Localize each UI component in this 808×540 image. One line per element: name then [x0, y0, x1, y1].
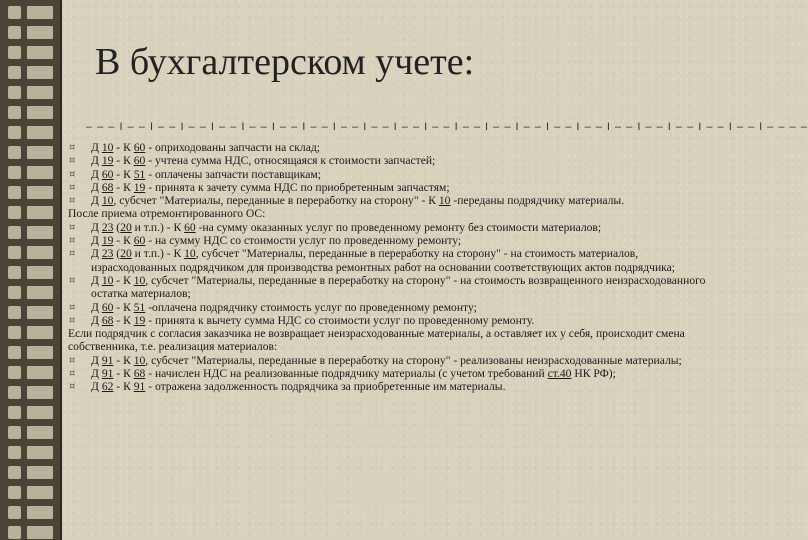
bullet-item	[68, 234, 716, 247]
account-link[interactable]: 60	[101, 300, 114, 314]
account-link[interactable]: 60	[133, 154, 146, 168]
bullet-icon: ¤	[69, 221, 76, 233]
film-hole	[8, 246, 21, 259]
film-frame	[27, 426, 53, 439]
bullet-icon: ¤	[69, 368, 76, 380]
bullet-item	[68, 247, 716, 274]
film-hole	[8, 506, 21, 519]
decorative-dash-rule: – – – I – – I – – I – – I – – I – – I – – I – – I – – I – – I – – I – – I – – I – – I – – I – – I – – I – – I – – I – – I – – I – – I – – – –	[86, 121, 808, 133]
film-hole	[8, 406, 21, 419]
film-hole	[8, 126, 21, 139]
line-text: - отражена задолженность подрядчика за приобретенные им материалы.	[145, 380, 506, 394]
line-text: Д	[91, 180, 102, 194]
line-text: -на сумму оказанных услуг по проведенному ремонту без стоимости материалов;	[195, 220, 602, 234]
line-text: - на сумму НДС со стоимости услуг по проведенному ремонту;	[145, 234, 462, 248]
film-frame	[27, 26, 53, 39]
film-hole	[8, 226, 21, 239]
line-text: Д	[91, 154, 102, 168]
slide-body	[68, 141, 716, 394]
line-text: Д	[91, 194, 102, 208]
film-hole	[8, 6, 21, 19]
film-hole	[8, 266, 21, 279]
bullet-icon: ¤	[69, 274, 76, 286]
account-link[interactable]: 23	[101, 247, 114, 261]
film-hole	[8, 446, 21, 459]
film-frame	[27, 486, 53, 499]
line-text: - К	[113, 300, 134, 314]
line-text: НК РФ);	[571, 367, 616, 381]
bullet-item	[68, 354, 716, 367]
film-hole	[8, 306, 21, 319]
line-text: - К	[113, 313, 134, 327]
bullet-item	[68, 274, 716, 301]
line-text: -переданы подрядчику материалы.	[450, 194, 625, 208]
bullet-icon: ¤	[69, 155, 76, 167]
line-text: (	[113, 247, 121, 261]
film-frame	[27, 6, 53, 19]
line-text: - принята к зачету сумма НДС по приобретенным запчастям;	[145, 180, 450, 194]
film-hole	[8, 146, 21, 159]
film-frame	[27, 406, 53, 419]
line-text: Д	[91, 367, 102, 381]
film-frame	[27, 146, 53, 159]
bullet-icon: ¤	[69, 354, 76, 366]
film-frame	[27, 526, 53, 539]
bullet-icon: ¤	[69, 168, 76, 180]
account-link[interactable]: 10	[101, 194, 114, 208]
film-frame	[27, 266, 53, 279]
film-hole	[8, 346, 21, 359]
film-hole	[8, 466, 21, 479]
line-text: - К	[113, 367, 134, 381]
account-link[interactable]: 10	[133, 353, 146, 367]
film-hole	[8, 106, 21, 119]
account-link[interactable]: 19	[133, 313, 146, 327]
film-frame	[27, 206, 53, 219]
line-text: - начислен НДС на реализованные подрядчику материалы (с учетом требований	[145, 367, 548, 381]
account-link[interactable]: 60	[133, 234, 146, 248]
line-text: - К	[113, 273, 134, 287]
line-text: - К	[113, 141, 134, 154]
account-link[interactable]: 10	[101, 273, 114, 287]
account-link[interactable]: 68	[133, 367, 146, 381]
bullet-item	[68, 301, 716, 314]
account-link[interactable]: 10	[133, 273, 146, 287]
account-link[interactable]: 68	[101, 313, 114, 327]
line-text: и т.п.) - К	[131, 247, 185, 261]
bullet-icon: ¤	[69, 301, 76, 313]
line-text: - К	[113, 180, 134, 194]
film-frame	[27, 46, 53, 59]
line-text: - оприходованы запчасти на склад;	[145, 141, 320, 154]
bullet-item	[68, 367, 716, 380]
slide-title: В бухгалтерском учете:	[95, 41, 475, 83]
line-text: После приема отремонтированного ОС:	[68, 207, 266, 221]
film-hole	[8, 366, 21, 379]
line-text: Д	[91, 220, 102, 234]
account-link[interactable]: 20	[120, 220, 132, 234]
account-link[interactable]: 91	[133, 380, 146, 394]
bullet-icon: ¤	[69, 142, 76, 153]
bullet-icon: ¤	[69, 381, 76, 393]
film-frame	[27, 106, 53, 119]
film-hole	[8, 66, 21, 79]
bullet-icon: ¤	[69, 248, 76, 260]
film-frame	[27, 386, 53, 399]
account-link[interactable]: 19	[101, 154, 114, 168]
line-text: - К	[113, 380, 134, 394]
film-hole	[8, 46, 21, 59]
account-link[interactable]: 68	[101, 180, 114, 194]
film-frame	[27, 446, 53, 459]
filmstrip-border	[0, 0, 62, 540]
line-text: Д	[91, 273, 102, 287]
bullet-item	[68, 154, 716, 167]
bullet-icon: ¤	[69, 235, 76, 247]
film-hole	[8, 286, 21, 299]
bullet-icon: ¤	[69, 181, 76, 193]
line-text: Д	[91, 380, 102, 394]
account-link[interactable]: 60	[184, 220, 196, 234]
line-text: - К	[113, 234, 134, 248]
film-frame	[27, 286, 53, 299]
film-frame	[27, 226, 53, 239]
account-link[interactable]: 20	[120, 247, 132, 261]
account-link[interactable]: ст.40	[547, 367, 572, 381]
account-link[interactable]: 10	[438, 194, 451, 208]
film-frame	[27, 346, 53, 359]
bullet-item	[68, 194, 716, 207]
film-frame	[27, 246, 53, 259]
account-link[interactable]: 19	[101, 234, 114, 248]
film-hole	[8, 326, 21, 339]
bullet-item	[68, 168, 716, 181]
account-link[interactable]: 23	[101, 220, 114, 234]
line-text: , субсчет "Материалы, переданные в переработку на сторону" - К	[113, 194, 439, 208]
bullet-item	[68, 141, 716, 154]
film-hole	[8, 386, 21, 399]
line-text: - К	[113, 353, 134, 367]
line-text: - учтена сумма НДС, относящаяся к стоимости запчастей;	[145, 154, 436, 168]
bullet-icon: ¤	[69, 314, 76, 326]
film-frame	[27, 366, 53, 379]
film-frame	[27, 466, 53, 479]
film-frame	[27, 86, 53, 99]
bullet-item	[68, 181, 716, 194]
film-hole	[8, 166, 21, 179]
line-text: - К	[113, 154, 134, 168]
line-text: Д	[91, 167, 102, 181]
line-text: - оплачены запчасти поставщикам;	[145, 167, 321, 181]
film-frame	[27, 166, 53, 179]
line-text: - принята к вычету сумма НДС со стоимости услуг по проведенному ремонту.	[145, 313, 535, 327]
account-link[interactable]: 62	[101, 380, 114, 394]
bullet-item	[68, 314, 716, 327]
line-text: Д	[91, 234, 102, 248]
bullet-item	[68, 221, 716, 234]
account-link[interactable]: 60	[101, 167, 114, 181]
line-text: , субсчет "Материалы, переданные в переработку на сторону" - на стоимость материалов, израсходованных подрядчиком для производства ремонтных работ на основании соответствующих актов подрядчика;	[91, 247, 676, 274]
film-hole	[8, 426, 21, 439]
line-text: Д	[91, 353, 102, 367]
film-hole	[8, 206, 21, 219]
account-link[interactable]: 10	[184, 247, 196, 261]
line-text: Д	[91, 300, 102, 314]
line-text: и т.п.) - К	[131, 220, 185, 234]
account-link[interactable]: 60	[133, 141, 146, 154]
line-text: (	[113, 220, 121, 234]
film-hole	[8, 526, 21, 539]
line-text: Д	[91, 141, 102, 154]
line-text: - К	[113, 167, 134, 181]
account-link[interactable]: 51	[133, 167, 146, 181]
line-text: -оплачена подрядчику стоимость услуг по проведенному ремонту;	[145, 300, 477, 314]
film-hole	[8, 86, 21, 99]
paragraph	[68, 327, 716, 354]
line-text: Д	[91, 247, 102, 261]
film-frame	[27, 326, 53, 339]
film-hole	[8, 486, 21, 499]
account-link[interactable]: 91	[101, 353, 114, 367]
film-frame	[27, 186, 53, 199]
account-link[interactable]: 10	[101, 141, 114, 154]
account-link[interactable]: 51	[133, 300, 146, 314]
film-frame	[27, 506, 53, 519]
bullet-icon: ¤	[69, 195, 76, 207]
line-text: Если подрядчик с согласия заказчика не возвращает неизрасходованные материалы, а оставляет их у себя, происходит смена собственника, т.е. реализация материалов:	[68, 327, 685, 354]
line-text: Д	[91, 313, 102, 327]
film-frame	[27, 66, 53, 79]
line-text: , субсчет "Материалы, переданные в переработку на сторону" - на стоимость возвращенного неизрасходованного остатка материалов;	[91, 273, 706, 301]
line-text: , субсчет "Материалы, переданные в переработку на сторону" - реализованы неизрасходованные материалы;	[145, 353, 682, 367]
film-hole	[8, 26, 21, 39]
film-hole	[8, 186, 21, 199]
account-link[interactable]: 91	[101, 367, 114, 381]
film-frame	[27, 126, 53, 139]
film-frame	[27, 306, 53, 319]
account-link[interactable]: 19	[133, 180, 146, 194]
paragraph	[68, 207, 716, 220]
bullet-item	[68, 380, 716, 393]
